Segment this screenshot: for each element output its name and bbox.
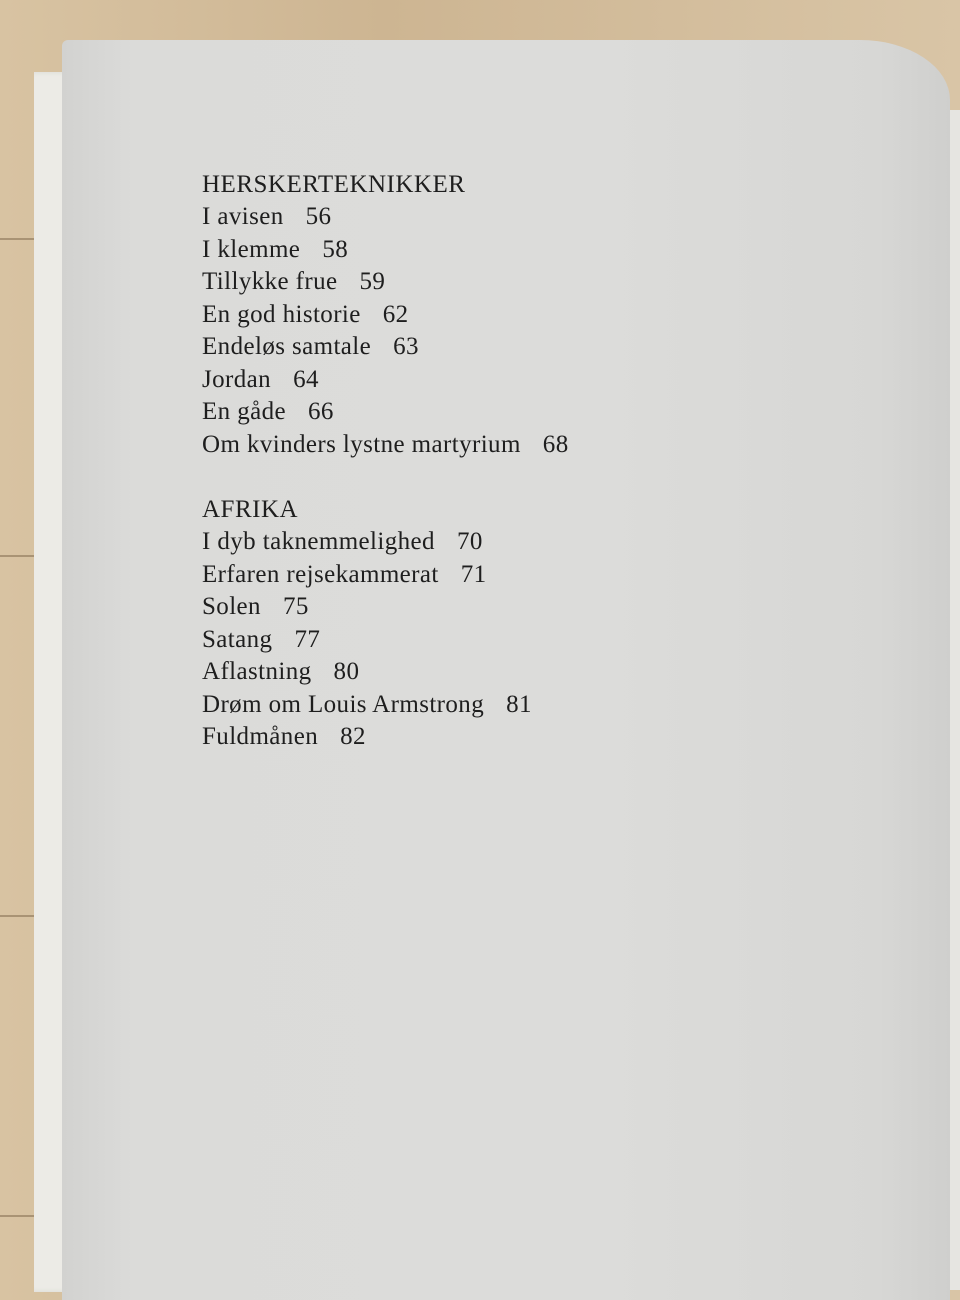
entry-title: En god historie: [202, 300, 361, 328]
entry-title: Erfaren rejsekammerat: [202, 560, 439, 588]
entry-title: Om kvinders lystne martyrium: [202, 430, 521, 458]
entry-page-number: 59: [359, 268, 386, 295]
toc-entry: [202, 624, 569, 657]
entry-page-number: 80: [333, 658, 360, 685]
entry-page-number: 58: [322, 235, 349, 263]
toc-entry: [202, 526, 569, 559]
toc-entry: [202, 201, 569, 234]
entry-page-number: 62: [382, 300, 409, 328]
toc-entry: [202, 266, 569, 299]
entry-page-number: 82: [340, 723, 366, 750]
toc-section: [202, 168, 569, 461]
toc-entry: [202, 299, 569, 332]
entry-title: I klemme: [202, 235, 301, 263]
toc-entry: [202, 656, 569, 689]
toc-entry: [202, 396, 569, 429]
entry-title: Tillykke frue: [202, 268, 338, 295]
toc-entry: [202, 364, 569, 397]
entry-page-number: 66: [308, 398, 334, 425]
entry-page-number: 71: [460, 560, 487, 588]
entry-title: Satang: [202, 625, 273, 653]
entry-title: Jordan: [202, 365, 272, 393]
toc-entry: [202, 689, 569, 722]
entry-title: Drøm om Louis Armstrong: [202, 690, 485, 718]
entry-title: Solen: [202, 593, 261, 620]
entry-title: Fuldmånen: [202, 723, 319, 750]
entry-title: I avisen: [202, 203, 284, 230]
toc-entry: [202, 234, 569, 267]
toc-entry: [202, 559, 569, 592]
entry-page-number: 64: [293, 365, 319, 393]
entry-page-number: 70: [456, 528, 483, 555]
entry-title: I dyb taknemmelighed: [202, 528, 435, 555]
toc-entry: [202, 591, 569, 624]
entry-title: Aflastning: [202, 658, 312, 685]
entry-title: Endeløs samtale: [202, 333, 372, 360]
entry-page-number: 56: [305, 203, 332, 230]
entry-page-number: 77: [294, 625, 321, 653]
entry-page-number: 81: [506, 690, 532, 718]
entry-page-number: 68: [542, 430, 569, 458]
entry-title: En gåde: [202, 398, 287, 425]
entry-page-number: 75: [282, 593, 309, 620]
toc-entry: [202, 429, 569, 462]
table-of-contents: [202, 168, 569, 786]
toc-entry: [202, 331, 569, 364]
toc-section: [202, 493, 569, 754]
toc-entry: [202, 721, 569, 754]
entry-page-number: 63: [393, 333, 419, 360]
section-heading: HERSKERTEKNIKKER: [202, 171, 466, 198]
section-heading: AFRIKA: [202, 496, 299, 523]
